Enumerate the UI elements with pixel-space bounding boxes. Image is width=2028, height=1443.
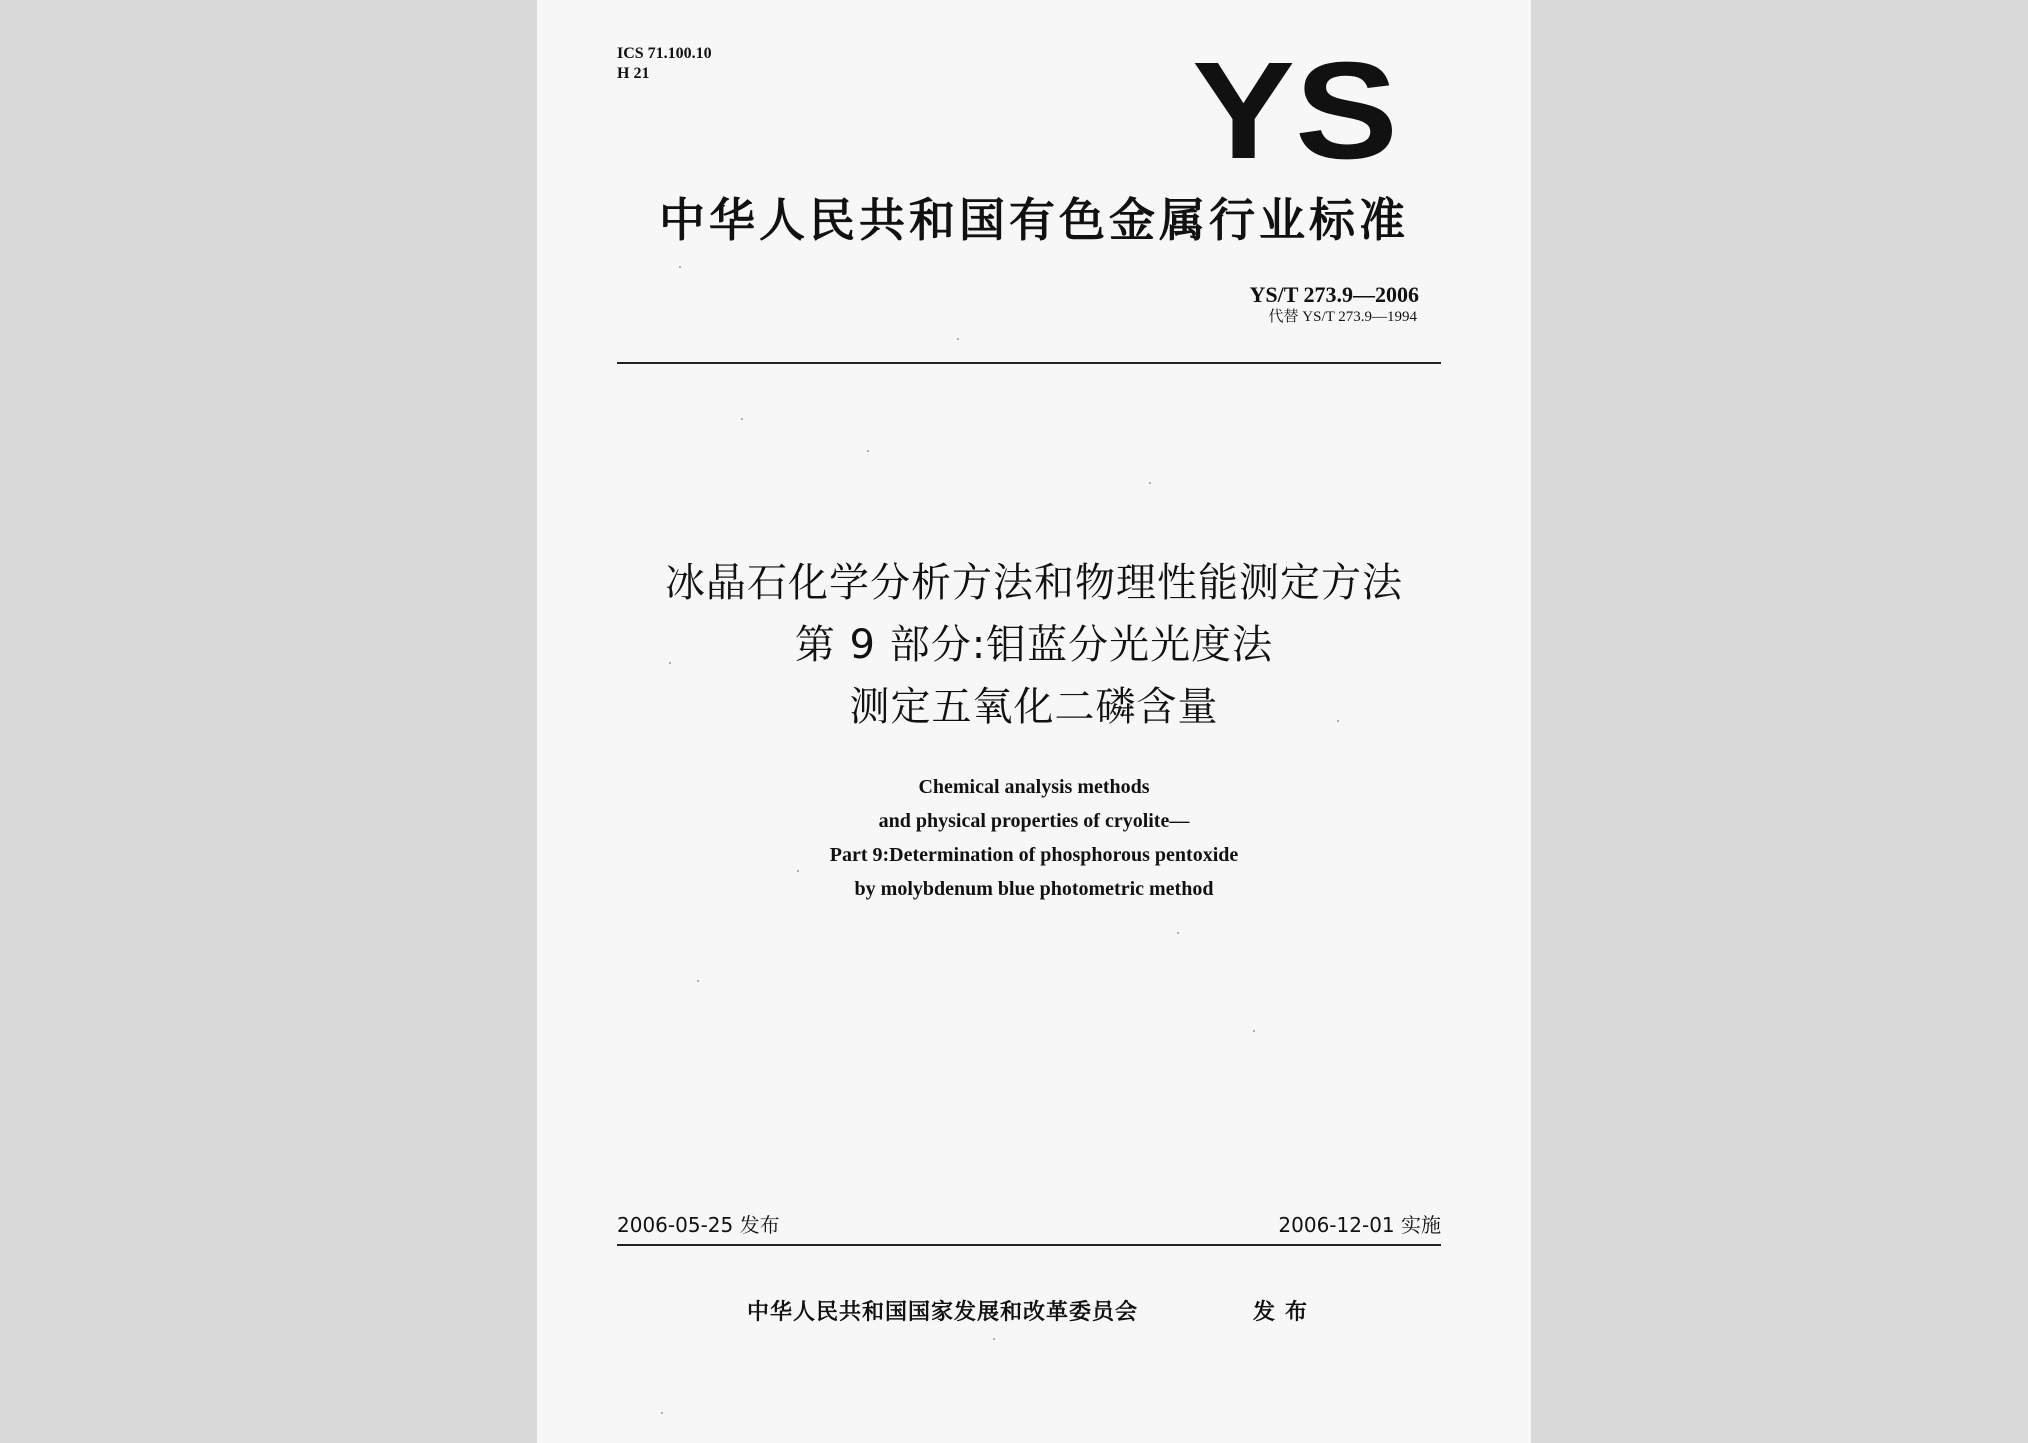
standard-number: YS/T 273.9—2006	[1249, 282, 1419, 307]
scan-speck	[993, 1338, 995, 1340]
english-title-line-4: by molybdenum blue photometric method	[854, 878, 1214, 900]
english-title-line-1: Chemical analysis methods	[918, 776, 1150, 798]
ys-logo	[1185, 40, 1405, 170]
scan-speck	[1149, 482, 1151, 484]
implementation-date: 2006-12-01 实施	[1278, 1213, 1441, 1237]
footer-divider	[617, 1244, 1441, 1246]
issue-date: 2006-05-25 发布	[617, 1213, 780, 1237]
classification-codes	[617, 44, 712, 84]
scan-speck	[661, 1412, 663, 1414]
replaces-standard: 代替 YS/T 273.9—1994	[1268, 309, 1417, 325]
document-page	[537, 0, 1531, 1443]
ccs-code: H 21	[617, 65, 650, 82]
chinese-title-line-3: 测定五氧化二磷含量	[849, 684, 1219, 730]
publisher: 中华人民共和国国家发展和改革委员会	[747, 1300, 1139, 1325]
scan-speck	[669, 662, 671, 664]
scan-speck	[797, 870, 799, 872]
scan-speck	[867, 450, 869, 452]
chinese-title-line-2: 第 9 部分:钼蓝分光光度法	[794, 622, 1274, 668]
scan-speck	[679, 266, 681, 268]
scan-speck	[741, 418, 743, 420]
industry-standard-title: 中华人民共和国有色金属行业标准	[659, 193, 1409, 247]
publish-label: 发布	[1253, 1300, 1318, 1325]
ics-code: ICS 71.100.10	[617, 45, 712, 62]
chinese-title	[537, 552, 1531, 738]
english-title-line-2: and physical properties of cryolite—	[878, 810, 1190, 832]
ys-logo-text: YS	[1192, 40, 1398, 170]
scan-speck	[1253, 1030, 1255, 1032]
scan-speck	[1177, 932, 1179, 934]
english-title	[537, 770, 1531, 906]
scan-speck	[1337, 720, 1339, 722]
chinese-title-line-1: 冰晶石化学分析方法和物理性能测定方法	[665, 560, 1403, 606]
header-divider	[617, 362, 1441, 364]
english-title-line-3: Part 9:Determination of phosphorous pentoxide	[829, 844, 1239, 866]
scan-speck	[697, 980, 699, 982]
scan-speck	[957, 338, 959, 340]
